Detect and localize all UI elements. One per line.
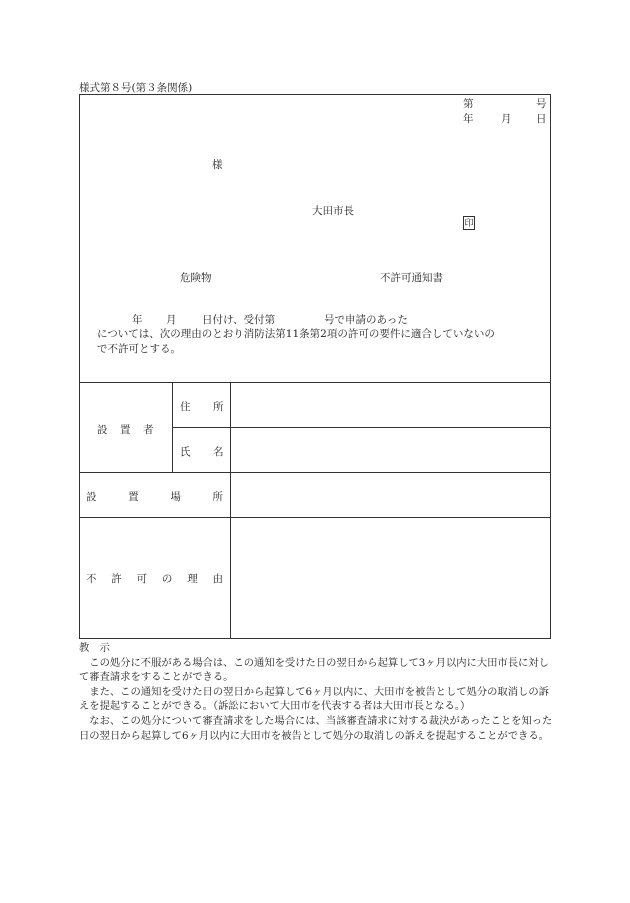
table-inner-column-divider (172, 382, 173, 472)
installer-label: 設 置 者 (97, 424, 155, 436)
reason-label-char: 理 (187, 573, 198, 585)
name-label-char-1: 氏 (180, 446, 191, 458)
reason-label-char: 由 (212, 573, 223, 585)
instructions-paragraph-1: この処分に不服がある場合は、この通知を受けた日の翌日から起算して3ヶ月以内に大田市長に対して審査請求をすることができる。 (79, 656, 549, 684)
title-hazardous-materials: 危険物 (180, 272, 212, 284)
body-month-label: 月 (166, 314, 177, 326)
document-number-suffix: 号 (536, 98, 547, 110)
date-day-label: 日 (536, 113, 547, 125)
instructions-section (79, 641, 557, 743)
address-label-char-2: 所 (213, 401, 224, 413)
location-label-char: 設 (86, 491, 97, 503)
reason-label-char: の (161, 573, 173, 585)
instructions-paragraph-2: また、この通知を受けた日の翌日から起算して6ヶ月以内に、大田市を被告として処分の取消しの訴えを提起することができる。（訴訟において大田市を代表する者は大田市長となる。） (79, 685, 549, 713)
issuer-name: 大田市長 (312, 205, 354, 217)
table-row-divider-reason (79, 517, 551, 518)
location-label-char: 所 (212, 491, 223, 503)
body-conclusion: で不許可とする。 (97, 343, 181, 355)
location-label-char: 置 (128, 491, 139, 503)
installation-location-label (86, 489, 223, 504)
table-row-divider-location (79, 472, 551, 473)
official-seal-mark: 印 (463, 216, 475, 230)
table-top-border (79, 382, 551, 383)
location-label-char: 場 (170, 491, 181, 503)
reason-label-char: 可 (136, 573, 148, 585)
date-month-label: 月 (501, 113, 512, 125)
form-number-label: 様式第８号(第３条関係) (79, 82, 193, 94)
body-receipt-label: 日付け、受付第 (202, 314, 276, 326)
addressee-suffix: 様 (212, 159, 223, 171)
table-row-divider-installer (172, 427, 551, 428)
reason-label-char: 不 (86, 573, 97, 585)
reason-label-char: 許 (111, 573, 122, 585)
form-frame (79, 94, 551, 639)
title-notice-of-refusal: 不許可通知書 (380, 272, 443, 284)
body-year-label: 年 (132, 314, 143, 326)
body-reason-sentence: については、次の理由のとおり消防法第11条第2項の許可の要件に適合していないの (97, 328, 495, 340)
refusal-reason-label (86, 571, 223, 586)
document-number-prefix: 第 (463, 98, 474, 110)
instructions-heading: 教 示 (79, 642, 110, 654)
body-application-label: 号で申請のあった (324, 314, 408, 326)
instructions-paragraph-3: なお、この処分について審査請求をした場合には、当該審査請求に対する裁決があったことを知った日の翌日から起算して6ヶ月以内に大田市を被告として処分の取消しの訴えを提起することができる。 (79, 714, 553, 742)
address-label-char-1: 住 (180, 401, 191, 413)
name-label-char-2: 名 (213, 446, 224, 458)
date-year-label: 年 (463, 113, 474, 125)
table-label-column-divider (230, 382, 231, 639)
